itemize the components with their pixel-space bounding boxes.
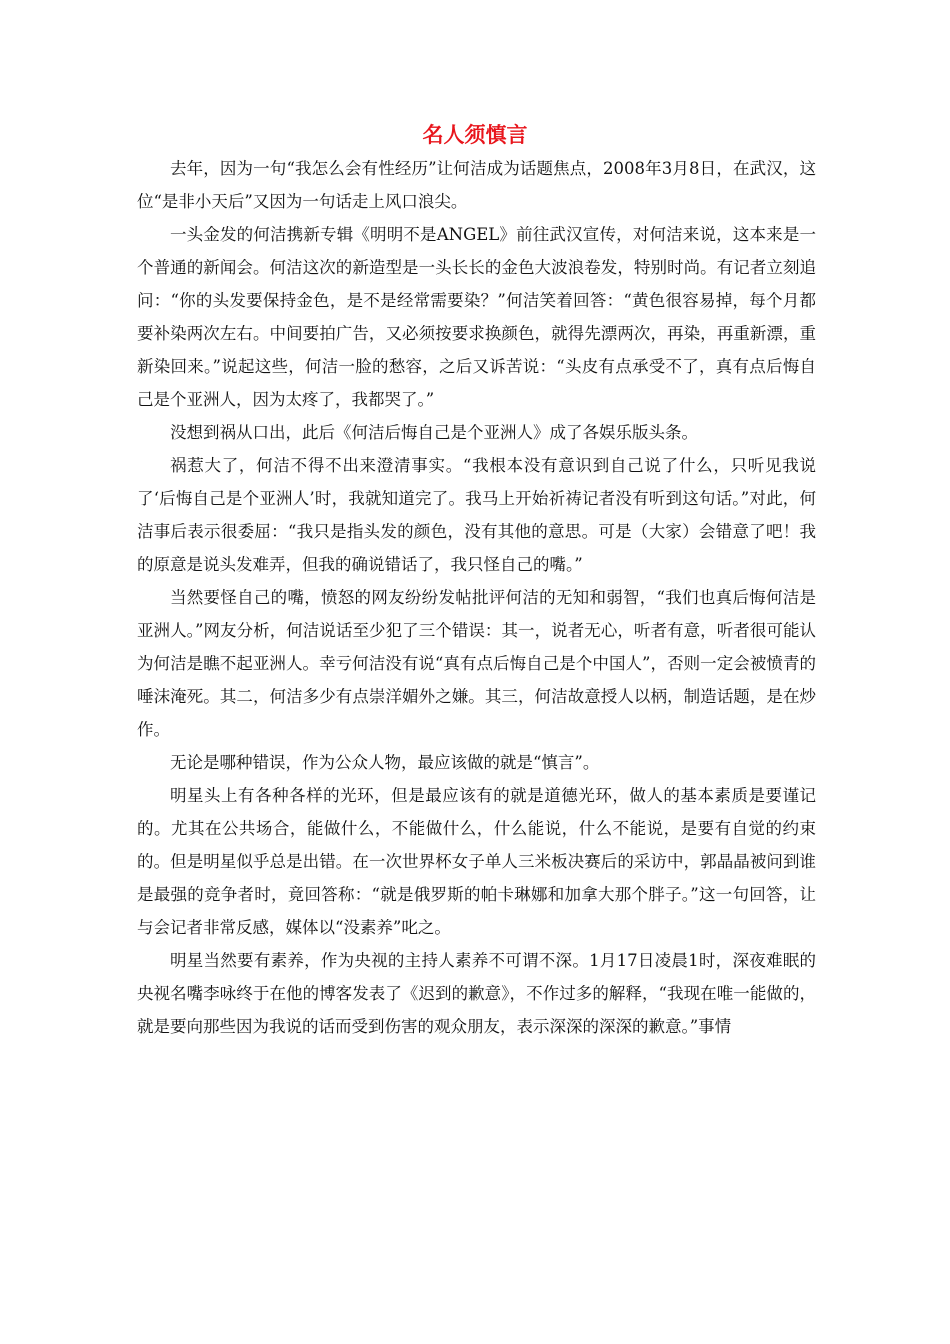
paragraph: 明星头上有各种各样的光环，但是最应该有的就是道德光环，做人的基本素质是要谨记的。尤其在公共场合，能做什么，不能做什么，什么能说，什么不能说，是要有自觉的约束的。但是明星似乎总是出错。在一次世界杯女子单人三米板决赛后的采访中，郭晶晶被问到谁是最强的竞争者时，竟回答称：“就是俄罗斯的帕卡琳娜和加拿大那个胖子。”这一句回答，让与会记者非常反感，媒体以“没素养”叱之。 — [137, 786, 816, 937]
paragraph: 去年，因为一句“我怎么会有性经历”让何洁成为话题焦点，2008年3月8日，在武汉，这位“是非小天后”又因为一句话走上风口浪尖。 — [137, 159, 816, 211]
document-body — [137, 152, 816, 1043]
document-title: 名人须慎言 — [422, 122, 528, 147]
paragraph: 明星当然要有素养，作为央视的主持人素养不可谓不深。1月17日凌晨1时，深夜难眠的央视名嘴李咏终于在他的博客发表了《迟到的歉意》，不作过多的解释，“我现在唯一能做的，就是要向那些因为我说的话而受到伤害的观众朋友，表示深深的深深的歉意。”事情 — [137, 951, 816, 1036]
paragraph: 没想到祸从口出，此后《何洁后悔自己是个亚洲人》成了各娱乐版头条。 — [170, 423, 698, 442]
paragraph: 一头金发的何洁携新专辑《明明不是ANGEL》前往武汉宣传，对何洁来说，这本来是一个普通的新闻会。何洁这次的新造型是一头长长的金色大波浪卷发，特别时尚。有记者立刻追问：“你的头发要保持金色，是不是经常需要染？”何洁笑着回答：“黄色很容易掉，每个月都要补染两次左右。中间要拍广告，又必须按要求换颜色，就得先漂两次，再染，再重新漂，重新染回来。”说起这些，何洁一脸的愁容，之后又诉苦说：“头皮有点承受不了，真有点后悔自己是个亚洲人，因为太疼了，我都哭了。” — [137, 225, 816, 409]
paragraph: 无论是哪种错误，作为公众人物，最应该做的就是“慎言”。 — [170, 753, 600, 772]
paragraph: 当然要怪自己的嘴，愤怒的网友纷纷发帖批评何洁的无知和弱智，“我们也真后悔何洁是亚洲人。”网友分析，何洁说话至少犯了三个错误：其一，说者无心，听者有意，听者很可能认为何洁是瞧不起亚洲人。幸亏何洁没有说“真有点后悔自己是个中国人”，否则一定会被愤青的唾沫淹死。其二，何洁多少有点崇洋媚外之嫌。其三，何洁故意授人以柄，制造话题，是在炒作。 — [137, 588, 816, 739]
paragraph: 祸惹大了，何洁不得不出来澄清事实。“我根本没有意识到自己说了什么，只听见我说了‘后悔自己是个亚洲人’时，我就知道完了。我马上开始祈祷记者没有听到这句话。”对此，何洁事后表示很委屈：“我只是指头发的颜色，没有其他的意思。可是（大家）会错意了吧！我的原意是说头发难弄，但我的确说错话了，我只怪自己的嘴。” — [137, 456, 816, 574]
